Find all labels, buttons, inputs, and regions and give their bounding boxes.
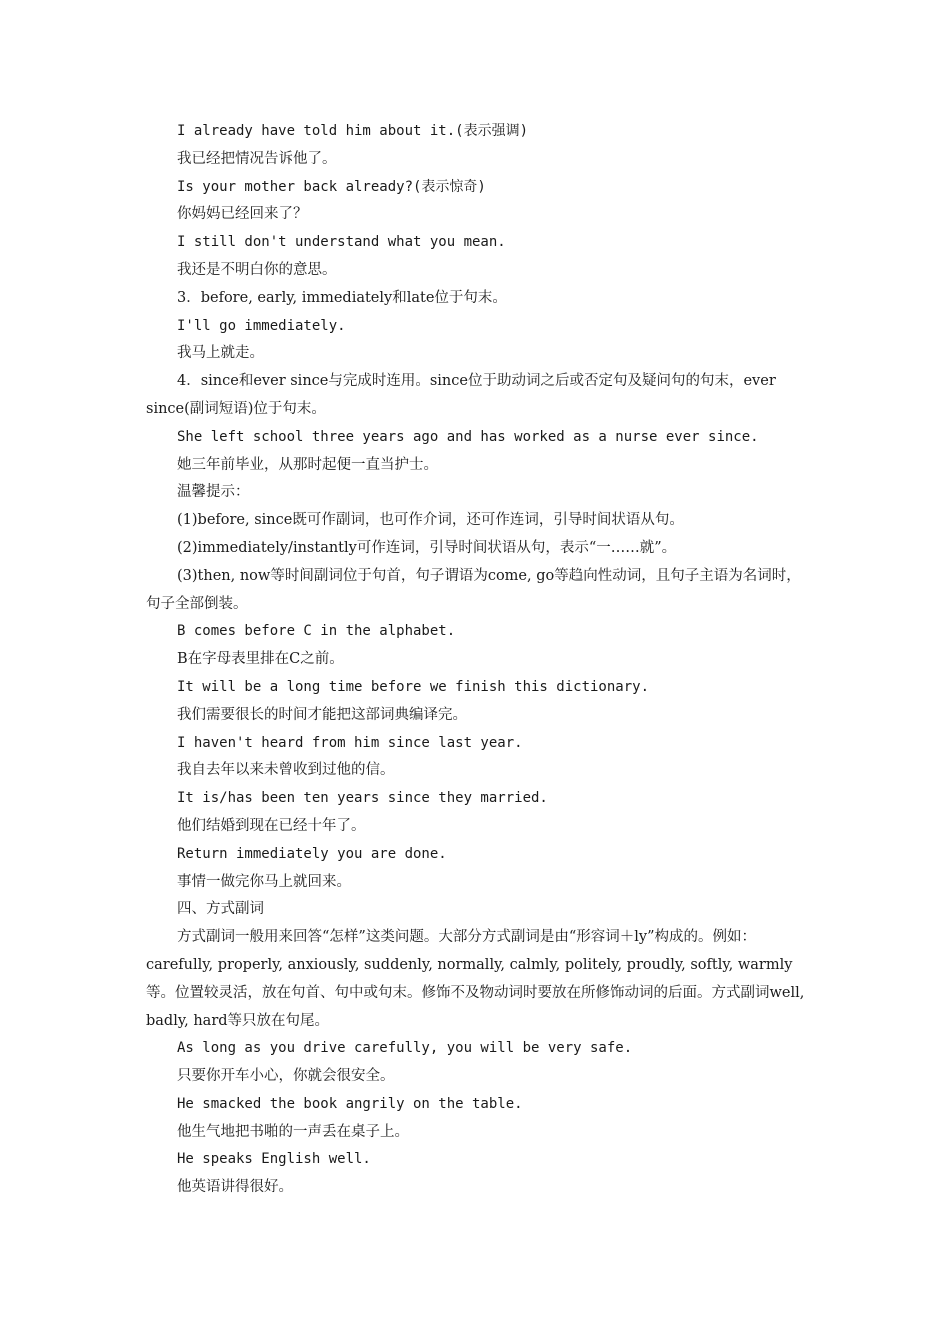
paragraph-translation: 只要你开车小心，你就会很安全。	[177, 1068, 395, 1085]
paragraph-translation: 事情一做完你马上就回来。	[177, 873, 351, 890]
paragraph-translation: 我已经把情况告诉他了。	[177, 150, 337, 167]
paragraph-example: B comes before C in the alphabet.	[177, 623, 456, 640]
paragraph-tip: (1)before, since既可作副词，也可作介词，还可作连词，引导时间状语从句。	[177, 512, 684, 529]
paragraph-example: I'll go immediately.	[177, 317, 346, 334]
paragraph-example: It will be a long time before we finish this dictionary.	[177, 678, 650, 695]
paragraph-example: Return immediately you are done.	[177, 845, 447, 862]
paragraph-translation: 我马上就走。	[177, 345, 264, 362]
paragraph-rule: 4．since和ever since与完成时连用。since位于助动词之后或否定句及疑问句的句末，ever since(副词短语)位于句末。	[146, 373, 776, 417]
paragraph-example: He speaks English well.	[177, 1151, 371, 1168]
paragraph-example: He smacked the book angrily on the table.	[177, 1095, 523, 1112]
paragraph-tip-heading: 温馨提示：	[177, 484, 250, 501]
paragraph-tip: (2)immediately/instantly可作连词，引导时间状语从句，表示“一……就”。	[177, 539, 677, 556]
paragraph-translation: 你妈妈已经回来了？	[177, 206, 308, 223]
paragraph-example: She left school three years ago and has worked as a nurse ever since.	[177, 428, 759, 445]
paragraph-translation: 他生气地把书啪的一声丢在桌子上。	[177, 1123, 409, 1140]
paragraph-tip: (3)then, now等时间副词位于句首，句子谓语为come, go等趋向性动词，且句子主语为名词时，句子全部倒装。	[146, 567, 801, 612]
paragraph-translation: 他英语讲得很好。	[177, 1179, 293, 1196]
paragraph-translation: 我自去年以来未曾收到过他的信。	[177, 762, 395, 779]
paragraph-example: I haven't heard from him since last year.	[177, 734, 523, 751]
paragraph-example: As long as you drive carefully, you will be very safe.	[177, 1040, 633, 1057]
paragraph-example: Is your mother back already?(表示惊奇)	[177, 178, 486, 195]
document-body	[146, 118, 810, 1202]
paragraph-translation: 她三年前毕业，从那时起便一直当护士。	[177, 456, 438, 473]
paragraph-translation: 我还是不明白你的意思。	[177, 261, 337, 278]
paragraph-translation: B在字母表里排在C之前。	[177, 651, 344, 668]
paragraph-example: I still don't understand what you mean.	[177, 234, 506, 251]
paragraph-translation: 我们需要很长的时间才能把这部词典编译完。	[177, 706, 467, 723]
paragraph-rule: 3．before, early, immediately和late位于句末。	[177, 289, 507, 306]
paragraph-rule: 方式副词一般用来回答“怎样”这类问题。大部分方式副词是由“形容词＋ly”构成的。例如：carefully, properly, anxiously, suddenly, normally, calmly, politely, proudly, softly, warmly等。位置较灵活，放在句首、句中或句末。修饰不及物动词时要放在所修饰动词的后面。方式副词well, badly, hard等只放在句尾。	[146, 929, 805, 1029]
section-heading: 四、方式副词	[177, 901, 264, 918]
paragraph-translation: 他们结婚到现在已经十年了。	[177, 817, 366, 834]
paragraph-example: It is/has been ten years since they married.	[177, 790, 548, 807]
paragraph-example: I already have told him about it.(表示强调)	[177, 123, 529, 139]
